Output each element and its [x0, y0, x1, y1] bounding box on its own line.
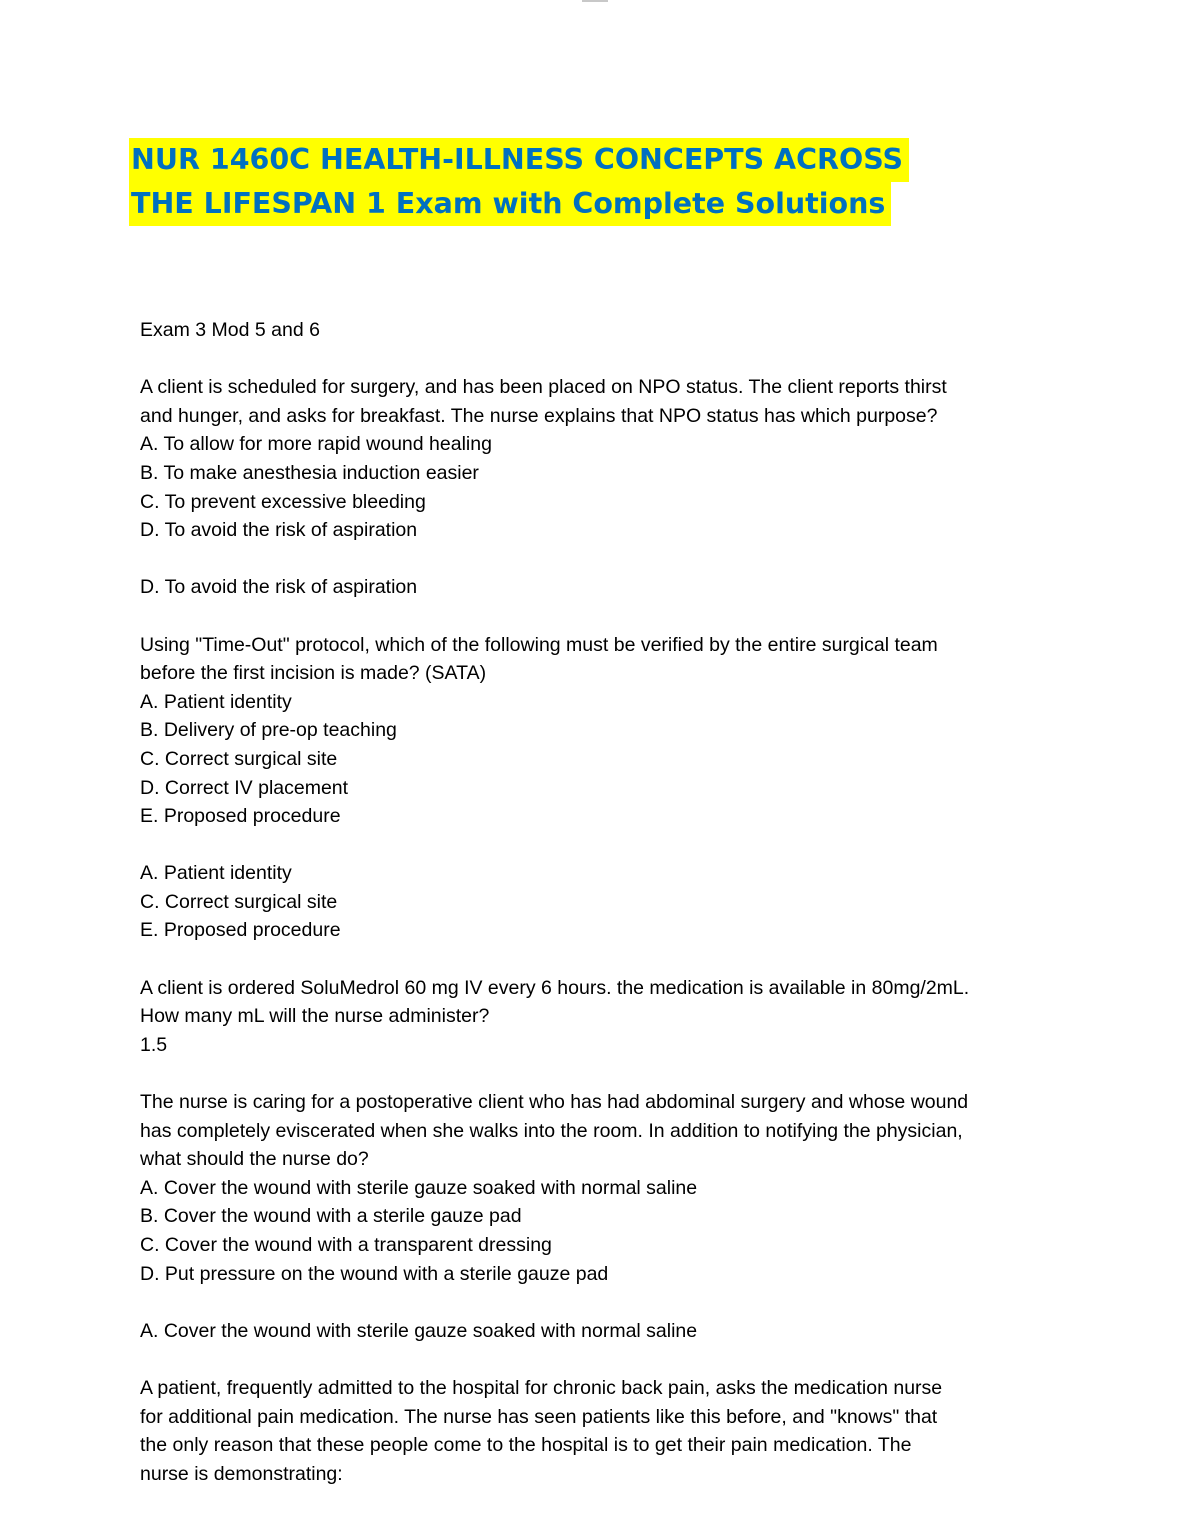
question-stem-line: and hunger, and asks for breakfast. The nurse explains that NPO status has which purpose?	[140, 404, 938, 427]
question-stem-line: for additional pain medication. The nurse has seen patients like this before, and "knows" that	[140, 1405, 938, 1428]
question-stem-line: A client is ordered SoluMedrol 60 mg IV every 6 hours. the medication is available in 80mg/2mL.	[140, 976, 970, 999]
spacer	[140, 831, 1080, 860]
spacer	[140, 545, 1080, 574]
answer-option: D. Correct IV placement	[140, 776, 349, 799]
answer-option: B. Delivery of pre-op teaching	[140, 719, 397, 742]
spacer	[140, 345, 1080, 374]
question-stem-line: has completely eviscerated when she walks into the room. In addition to notifying the physician,	[140, 1119, 963, 1142]
question-stem-line: A patient, frequently admitted to the hospital for chronic back pain, asks the medication nurse	[140, 1376, 943, 1399]
answer-option: E. Proposed procedure	[140, 805, 341, 828]
question-stem-line: nurse is demonstrating:	[140, 1462, 343, 1485]
title-line-1: NUR 1460C HEALTH-ILLNESS CONCEPTS ACROSS	[129, 138, 909, 182]
answer-option: A. Patient identity	[140, 690, 292, 713]
question-1	[140, 373, 1080, 602]
spacer	[140, 1345, 1080, 1374]
spacer	[140, 1059, 1080, 1088]
answer-option: C. Cover the wound with a transparent dressing	[140, 1234, 552, 1256]
document-body	[140, 316, 1080, 1488]
page-top-mark	[582, 0, 608, 2]
question-stem-line: what should the nurse do?	[140, 1148, 369, 1171]
spacer	[140, 945, 1080, 974]
question-2	[140, 631, 1080, 946]
question-stem-line: How many mL will the nurse administer?	[140, 1005, 490, 1028]
document-title	[129, 138, 1009, 226]
question-stem-line: A client is scheduled for surgery, and has been placed on NPO status. The client reports thirst	[140, 376, 947, 399]
spacer	[140, 1288, 1080, 1317]
question-stem-line: before the first incision is made? (SATA)	[140, 662, 487, 685]
answer-option: C. To prevent excessive bleeding	[140, 490, 426, 513]
correct-answer: 1.5	[140, 1033, 168, 1056]
correct-answer: A. Patient identity	[140, 862, 292, 885]
correct-answer: E. Proposed procedure	[140, 919, 341, 942]
question-3	[140, 974, 1080, 1060]
answer-option: A. To allow for more rapid wound healing	[140, 433, 492, 456]
question-4	[140, 1088, 1080, 1345]
question-stem-line: Using "Time-Out" protocol, which of the following must be verified by the entire surgical team	[140, 633, 938, 656]
correct-answer: A. Cover the wound with sterile gauze soaked with normal saline	[140, 1319, 698, 1342]
answer-option: B. Cover the wound with a sterile gauze pad	[140, 1205, 522, 1228]
question-stem-line: The nurse is caring for a postoperative client who has had abdominal surgery and whose wound	[140, 1091, 969, 1114]
section-heading: Exam 3 Mod 5 and 6	[140, 319, 320, 341]
answer-option: B. To make anesthesia induction easier	[140, 461, 479, 484]
answer-option: C. Correct surgical site	[140, 747, 338, 770]
correct-answer: C. Correct surgical site	[140, 890, 338, 913]
question-stem-line: the only reason that these people come to the hospital is to get their pain medication. The	[140, 1434, 912, 1457]
answer-option: D. To avoid the risk of aspiration	[140, 519, 418, 542]
answer-option: A. Cover the wound with sterile gauze soaked with normal saline	[140, 1176, 698, 1199]
correct-answer: D. To avoid the risk of aspiration	[140, 576, 418, 599]
question-5	[140, 1374, 1080, 1488]
answer-option: D. Put pressure on the wound with a sterile gauze pad	[140, 1262, 609, 1285]
title-line-2: THE LIFESPAN 1 Exam with Complete Solutions	[129, 182, 891, 226]
spacer	[140, 602, 1080, 631]
